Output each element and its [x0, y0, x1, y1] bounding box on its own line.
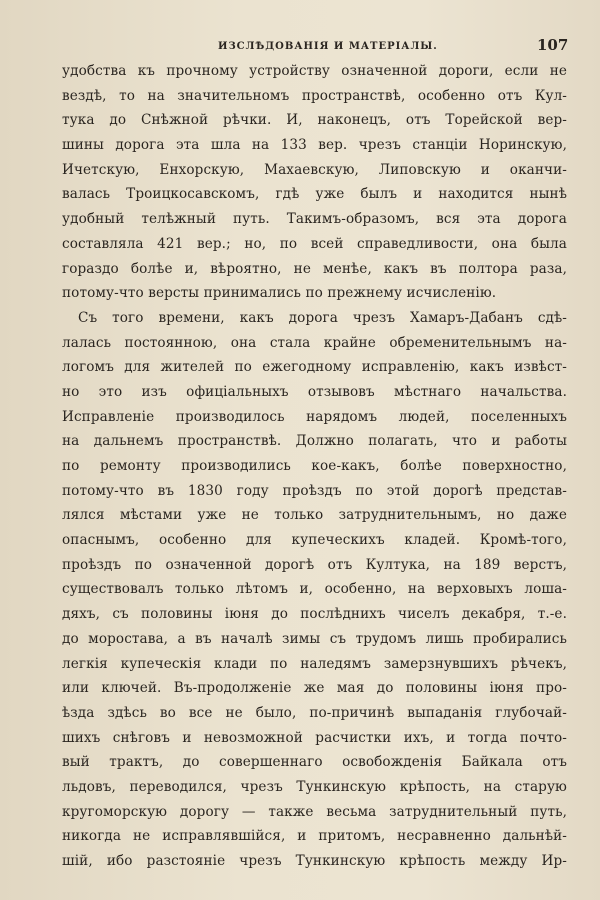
page-number: 107: [537, 36, 569, 54]
text-line: существовалъ только лѣтомъ и, особенно, на верховыхъ лоша-: [62, 581, 567, 598]
text-line: легкія купеческія клади по наледямъ замерзнувшихъ рѣчекъ,: [62, 655, 567, 672]
text-line: удобный телѣжный путь. Такимъ-образомъ, вся эта дорога: [62, 211, 567, 228]
text-line: по ремонту производились кое-какъ, болѣе поверхностно,: [62, 458, 567, 474]
text-line: логомъ для жителей по ежегодному исправленію, какъ извѣст-: [62, 359, 567, 376]
text-line: удобства къ прочному устройству означенной дороги, если не: [62, 63, 567, 79]
text-line: на дальнемъ пространствѣ. Должно полагать, что и работы: [62, 433, 567, 450]
text-line: проѣздъ по означенной дорогѣ отъ Култука, на 189 верстъ,: [62, 556, 567, 573]
text-line: гораздо болѣе и, вѣроятно, не менѣе, какъ въ полтора раза,: [62, 260, 567, 277]
text-line: вездѣ, то на значительномъ пространствѣ, особенно отъ Кул-: [62, 87, 567, 104]
text-line: Ичетскую, Енхорскую, Махаевскую, Липовскую и оканчи-: [62, 161, 567, 178]
text-line: никогда не исправлявшійся, и притомъ, несравненно дальнѣй-: [62, 828, 567, 845]
running-title: ИЗСЛѢДОВАНІЯ И МАТЕРІАЛЫ.: [218, 41, 438, 52]
text-line: до моростава, а въ началѣ зимы съ трудомъ лишь пробирались: [62, 630, 567, 647]
body-text: [62, 59, 567, 874]
text-line: но это изъ офиціальныхъ отзывовъ мѣстнаго начальства.: [62, 383, 567, 400]
text-line: лалась постоянною, она стала крайне обременительнымъ на-: [62, 334, 567, 351]
text-line: Съ того времени, какъ дорога чрезъ Хамаръ-Дабанъ сдѣ-: [78, 309, 567, 326]
text-line: дяхъ, съ половины іюня до послѣднихъ чиселъ декабря, т.-е.: [62, 606, 567, 623]
text-line: ѣзда здѣсь во все не было, по-причинѣ выпаданія глубочай-: [62, 704, 567, 721]
text-line: составляла 421 вер.; но, по всей справедливости, она была: [62, 235, 567, 252]
text-line: лялся мѣстами уже не только затруднительнымъ, но даже: [62, 507, 567, 524]
text-line: шій, ибо разстояніе чрезъ Тункинскую крѣпость между Ир-: [62, 853, 567, 869]
text-line: потому-что версты принимались по прежнему исчисленію.: [62, 285, 497, 302]
text-line: тука до Снѣжной рѣчки. И, наконецъ, отъ Торейской вер-: [62, 112, 567, 129]
text-line: опаснымъ, особенно для купеческихъ кладей. Кромѣ-того,: [62, 532, 567, 549]
text-line: Исправленіе производилось нарядомъ людей, поселенныхъ: [62, 408, 567, 425]
text-line: или ключей. Въ-продолженіе же мая до половины іюня про-: [62, 680, 567, 697]
text-line: кругоморскую дорогу — также весьма затруднительный путь,: [62, 803, 567, 820]
text-line: валась Троицкосавскомъ, гдѣ уже былъ и находится нынѣ: [62, 186, 567, 203]
text-line: льдовъ, переводился, чрезъ Тункинскую крѣпость, на старую: [62, 778, 567, 795]
text-line: шихъ снѣговъ и невозможной расчистки ихъ, и тогда почто-: [62, 729, 567, 746]
text-line: вый трактъ, до совершеннаго освобожденія Байкала отъ: [62, 754, 567, 771]
text-line: шины дорога эта шла на 133 вер. чрезъ станціи Норинскую,: [62, 137, 567, 154]
text-line: потому-что въ 1830 году проѣздъ по этой дорогѣ представ-: [62, 482, 567, 499]
